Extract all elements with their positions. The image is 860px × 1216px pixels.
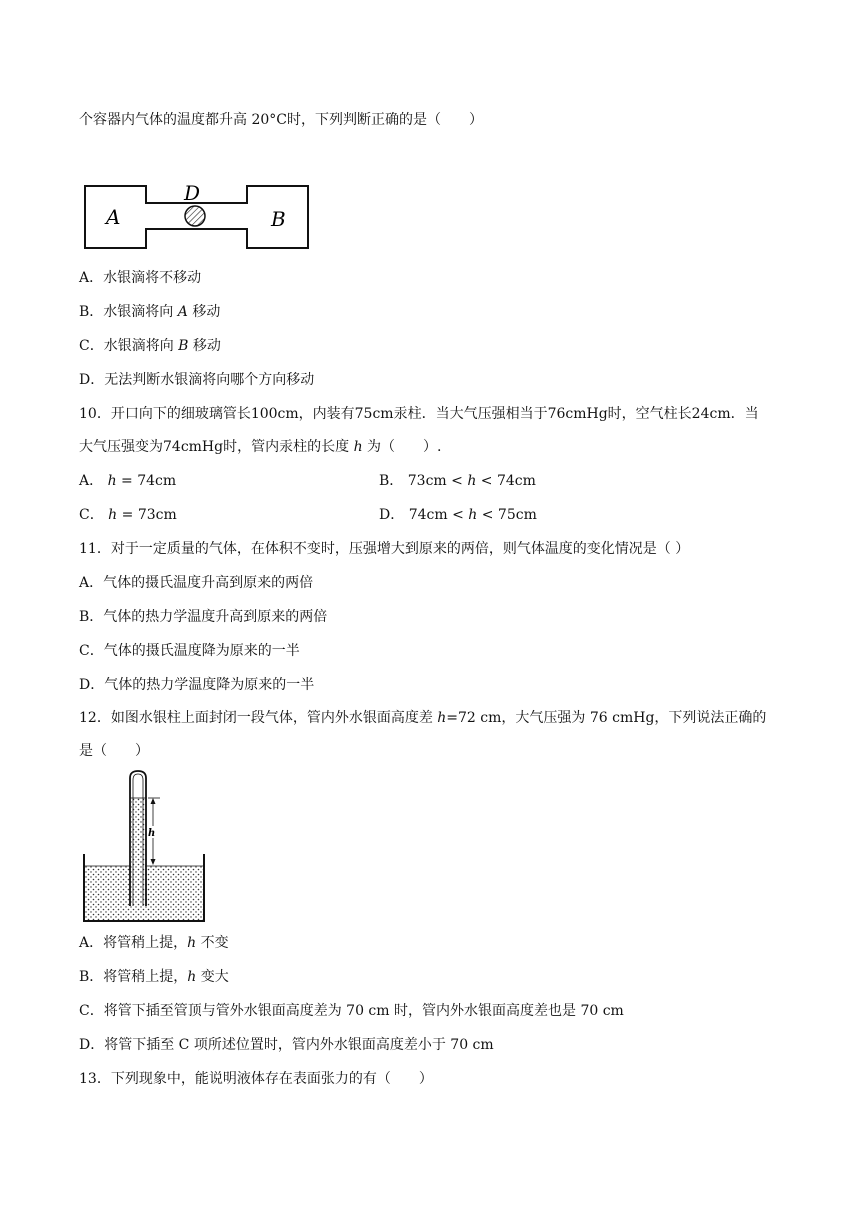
- q10-stem-line1: 10．开口向下的细玻璃管长100cm，内装有75cm汞柱．当大气压强相当于76cmHg时，空气柱长24cm．当: [79, 406, 759, 422]
- q11-option-b: B．气体的热力学温度升高到原来的两倍: [79, 609, 328, 625]
- q10-option-d: D． 74cm < h < 75cm: [379, 507, 537, 523]
- label-b: B: [271, 207, 286, 231]
- q9-container-diagram: [84, 180, 310, 252]
- label-a: A: [106, 205, 121, 229]
- q11-stem: 11．对于一定质量的气体，在体积不变时，压强增大到原来的两倍，则气体温度的变化情况是（ ）: [79, 541, 690, 557]
- q12-option-a: A．将管稍上提，h 不变: [79, 935, 229, 951]
- label-h: h: [148, 828, 156, 839]
- q9-option-c: C．水银滴将向 B 移动: [79, 338, 221, 354]
- q11-option-d: D．气体的热力学温度降为原来的一半: [79, 677, 315, 693]
- q9-option-d: D．无法判断水银滴将向哪个方向移动: [79, 372, 315, 388]
- q12-option-d: D．将管下插至 C 项所述位置时，管内外水银面高度差小于 70 cm: [79, 1037, 494, 1053]
- q10-option-a: A． h = 74cm: [79, 473, 177, 489]
- mercury-drop-icon: [185, 206, 205, 226]
- label-d: D: [184, 181, 201, 205]
- q12-mercury-tube-diagram: [82, 768, 208, 924]
- q10-option-c: C． h = 73cm: [79, 507, 177, 523]
- q13-stem: 13．下列现象中，能说明液体存在表面张力的有（ ）: [79, 1071, 433, 1087]
- q10-stem-line2: 大气压强变为74cmHg时，管内汞柱的长度 h 为（ ）.: [79, 439, 442, 455]
- q12-option-c: C．将管下插至管顶与管外水银面高度差为 70 cm 时，管内外水银面高度差也是 70 cm: [79, 1003, 624, 1019]
- q12-stem-line2: 是（ ）: [79, 743, 149, 759]
- q9-option-a: A．水银滴将不移动: [79, 270, 202, 286]
- q12-option-b: B．将管稍上提，h 变大: [79, 969, 229, 985]
- q11-option-a: A．气体的摄氏温度升高到原来的两倍: [79, 575, 314, 591]
- q9-option-b: B．水银滴将向 A 移动: [79, 304, 221, 320]
- q12-stem-line1: 12．如图水银柱上面封闭一段气体，管内外水银面高度差 h=72 cm，大气压强为 76 cmHg，下列说法正确的: [79, 710, 767, 726]
- q9-stem-tail: 个容器内气体的温度都升高 20°C时，下列判断正确的是（ ）: [79, 112, 483, 128]
- q10-option-b: B． 73cm < h < 74cm: [379, 473, 536, 489]
- q11-option-c: C．气体的摄氏温度降为原来的一半: [79, 643, 300, 659]
